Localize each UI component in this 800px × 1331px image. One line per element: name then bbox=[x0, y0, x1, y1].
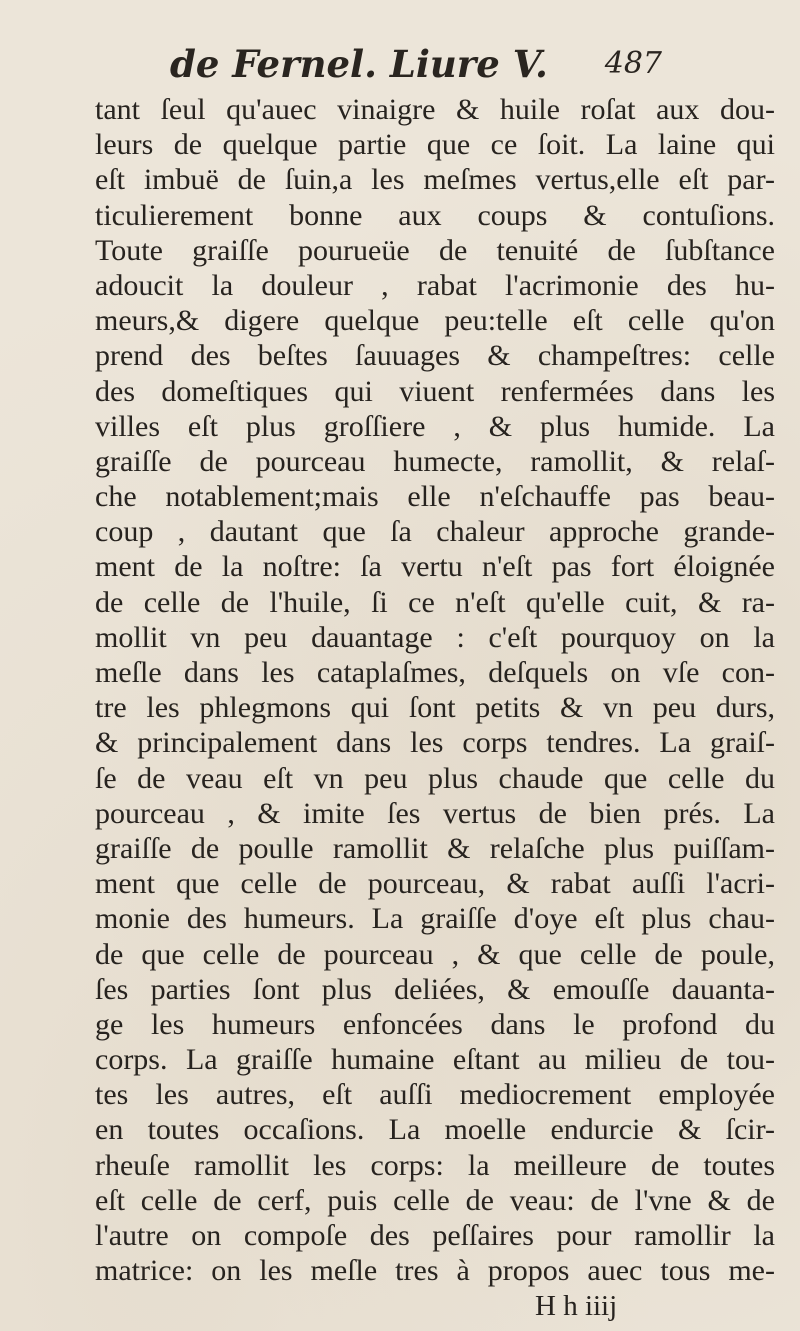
text-line: matrice: on les meſle tres à propos auec tous me- bbox=[95, 1254, 775, 1288]
text-line: ſes parties ſont plus deliées, & emouſſe dauanta- bbox=[95, 972, 775, 1006]
text-line: graiſſe de poulle ramollit & relaſche plus puiſſam- bbox=[95, 831, 775, 865]
text-line: leurs de quelque partie que ce ſoit. La laine qui bbox=[95, 128, 775, 162]
text-line: de que celle de pourceau , & que celle de poule, bbox=[95, 937, 775, 971]
text-line: meurs,& digere quelque peu:telle eſt celle qu'on bbox=[95, 304, 775, 338]
text-line: Toute graiſſe pourueüe de tenuité de ſubſtance bbox=[95, 233, 775, 267]
signature-mark: H h iiij bbox=[535, 1290, 618, 1322]
text-line: che notablement;mais elle n'eſchauffe pas beau- bbox=[95, 480, 775, 514]
text-line: l'autre on compoſe des peſſaires pour ramollir la bbox=[95, 1219, 775, 1252]
text-line: mollit vn peu dauantage : c'eſt pourquoy on la bbox=[95, 620, 775, 654]
running-title: de Fernel. Liure V. bbox=[170, 42, 548, 86]
text-line: graiſſe de pourceau humecte, ramollit, & relaſ- bbox=[95, 444, 775, 478]
text-line: de celle de l'huile, ſi ce n'eſt qu'elle cuit, & ra- bbox=[95, 585, 775, 619]
text-line: rheuſe ramollit les corps: la meilleure de toutes bbox=[95, 1148, 775, 1182]
text-line: & principalement dans les corps tendres. La graiſ- bbox=[95, 726, 775, 760]
text-line: eſt imbuë de ſuin,a les meſmes vertus,elle eſt par- bbox=[95, 163, 775, 197]
text-line: ge les humeurs enfoncées dans le profond du bbox=[95, 1007, 775, 1041]
page-number: 487 bbox=[604, 46, 662, 81]
text-line: ticulierement bonne aux coups & contuſions. bbox=[95, 198, 775, 232]
text-line: ſe de veau eſt vn peu plus chaude que celle du bbox=[95, 761, 775, 795]
text-line: en toutes occaſions. La moelle endurcie & ſcir- bbox=[95, 1113, 775, 1147]
text-line: des domeſtiques qui viuent renfermées dans les bbox=[95, 374, 775, 408]
body-text bbox=[95, 92, 775, 1288]
text-line: corps. La graiſſe humaine eſtant au milieu de tou- bbox=[95, 1043, 775, 1077]
text-line: villes eſt plus groſſiere , & plus humide. La bbox=[95, 409, 775, 443]
text-line: coup , dautant que ſa chaleur approche grande- bbox=[95, 515, 775, 549]
text-line: ment que celle de pourceau, & rabat auſſi l'acri- bbox=[95, 867, 775, 901]
page-header bbox=[140, 42, 700, 94]
text-line: tre les phlegmons qui ſont petits & vn peu durs, bbox=[95, 691, 775, 725]
text-line: monie des humeurs. La graiſſe d'oye eſt plus chau- bbox=[95, 902, 775, 936]
text-line: meſle dans les cataplaſmes, deſquels on vſe con- bbox=[95, 656, 775, 689]
text-line: tant ſeul qu'auec vinaigre & huile roſat aux dou- bbox=[95, 93, 775, 126]
text-line: adoucit la douleur , rabat l'acrimonie des hu- bbox=[95, 268, 775, 302]
text-line: tes les autres, eſt auſſi mediocrement employée bbox=[95, 1078, 775, 1112]
text-line: prend des beſtes ſauuages & champeſtres: celle bbox=[95, 339, 775, 373]
text-line: pourceau , & imite ſes vertus de bien prés. La bbox=[95, 796, 775, 830]
text-line: eſt celle de cerf, puis celle de veau: de l'vne & de bbox=[95, 1183, 775, 1217]
text-line: ment de la noſtre: ſa vertu n'eſt pas fort éloignée bbox=[95, 550, 775, 584]
